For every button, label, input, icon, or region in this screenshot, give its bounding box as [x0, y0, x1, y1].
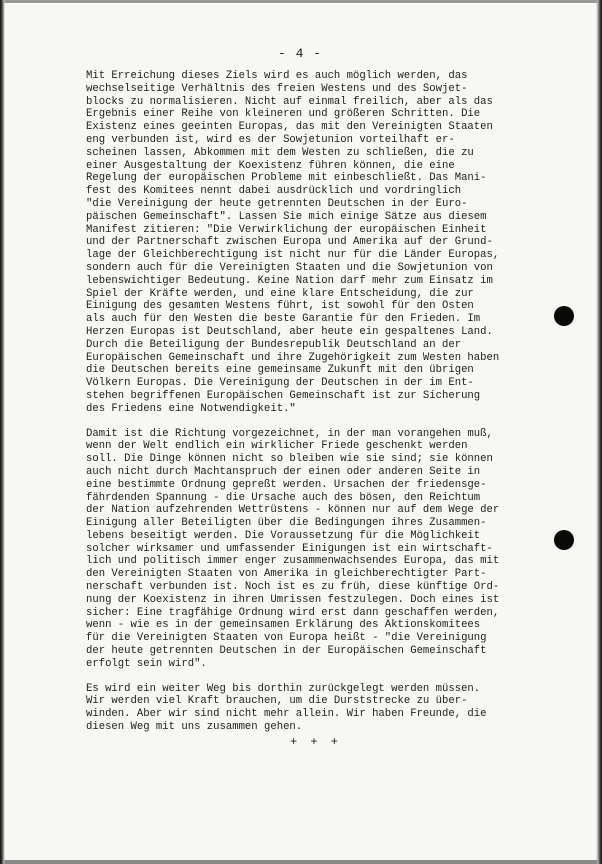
text-line: die Deutschen bereits eine gemeinsame Zukunft mit den übrigen — [86, 364, 474, 377]
text-line: Ergebnis einer Reihe von kleineren und größeren Schritten. Die — [86, 108, 481, 121]
end-mark: + + + — [290, 735, 342, 749]
text-line: soll. Die Dinge können nicht so bleiben wie sie sind; sie können — [86, 453, 493, 466]
text-line: als auch für den Westen die beste Garantie für den Frieden. Im — [86, 313, 481, 326]
text-line: lich und politisch immer enger zusammenwachsendes Europa, das mit — [86, 555, 500, 568]
text-line: für die Vereinigten Staaten von Europa heißt - "die Vereinigung — [86, 632, 487, 645]
scan-edge-left — [0, 0, 5, 864]
scan-edge-bottom — [0, 860, 602, 864]
text-line: und der Partnerschaft zwischen Europa und Amerika auf der Grund- — [86, 236, 493, 249]
text-line: Es wird ein weiter Weg bis dorthin zurückgelegt werden müssen. — [86, 682, 481, 695]
text-line: Einigung des gesamten Westens führt, ist sowohl für den Osten — [86, 300, 474, 313]
paragraph — [86, 70, 566, 416]
text-line: "die Vereinigung der heute getrennten Deutschen in der Euro- — [86, 197, 468, 210]
text-line: Völkern Europas. Die Vereinigung der Deutschen in der im Ent- — [86, 377, 474, 390]
text-line: wenn der Welt endlich ein wirklicher Friede geschenkt werden — [86, 440, 468, 453]
text-line: der heute getrennten Deutschen in der Europäischen Gemeinschaft — [86, 645, 487, 658]
text-line: blocks zu normalisieren. Nicht auf einmal freilich, aber als das — [86, 95, 493, 108]
scan-edge-top — [0, 0, 602, 3]
text-line: fährdenden Spannung - die Ursache auch des bösen, den Reichtum — [86, 491, 481, 504]
text-line: nerschaft verbunden ist. Noch ist es zu früh, diese künftige Ord- — [86, 581, 500, 594]
text-line: Damit ist die Richtung vorgezeichnet, in der man vorangehen muß, — [86, 427, 493, 440]
text-line: wechselseitige Verhältnis des freien Westens und des Sowjet- — [86, 82, 468, 95]
text-line: Herzen Europas ist Deutschland, aber heute ein gespaltenes Land. — [86, 325, 493, 338]
text-line: päischen Gemeinschaft". Lassen Sie mich einige Sätze aus diesem — [86, 210, 487, 223]
text-line: sondern auch für die Vereinigten Staaten und die Sowjetunion von — [86, 261, 493, 274]
text-line: Spiel der Kräfte werden, und eine klare Entscheidung, die zur — [86, 287, 474, 300]
text-line: erfolgt sein wird". — [86, 657, 207, 670]
page-number: - 4 - — [277, 46, 322, 61]
text-line: Einigung aller Beteiligten über die Bedingungen ihres Zusammen- — [86, 517, 487, 530]
text-line: Existenz eines geeinten Europas, das mit den Vereinigten Staaten — [86, 121, 493, 134]
text-line: scheinen lassen, Abkommen mit dem Westen zu schließen, die zu — [86, 146, 474, 159]
text-line: Regelung der europäischen Probleme mit einbeschließt. Das Mani- — [86, 172, 487, 185]
punch-hole — [554, 530, 574, 550]
paragraph — [86, 683, 566, 734]
text-line: stehen begriffenen Europäischen Gemeinschaft ist zur Sicherung — [86, 389, 481, 402]
text-line: Durch die Beteiligung der Bundesrepublik Deutschland an der — [86, 338, 462, 351]
scan-edge-right — [596, 0, 602, 864]
text-line: lebens beseitigt werden. Die Voraussetzung für die Möglichkeit — [86, 529, 481, 542]
text-line: der Nation aufzehrenden Wettrüstens - können nur auf dem Wege der — [86, 504, 500, 517]
text-line: wenn - wie es in der gemeinsamen Erklärung des Aktionskomitees — [86, 619, 481, 632]
text-line: des Friedens eine Notwendigkeit." — [86, 402, 296, 415]
text-line: Manifest zitieren: "Die Verwirklichung der europäischen Einheit — [86, 223, 487, 236]
text-line: diesen Weg mit uns zusammen gehen. — [86, 721, 303, 734]
paragraph — [86, 428, 566, 671]
body-text — [86, 70, 566, 746]
text-line: Mit Erreichung dieses Ziels wird es auch möglich werden, das — [86, 70, 468, 82]
text-line: lage der Gleichberechtigung ist nicht nur für die Länder Europas, — [86, 249, 500, 262]
text-line: Wir werden viel Kraft brauchen, um die Durststrecke zu über- — [86, 695, 468, 708]
text-line: eng verbunden ist, wird es der Sowjetunion vorteilhaft er- — [86, 133, 455, 146]
text-line: lebenswichtiger Bedeutung. Keine Nation darf mehr zum Einsatz im — [86, 274, 493, 287]
text-line: nung der Koexistenz in ihren Umrissen festzulegen. Doch eines ist — [86, 593, 500, 606]
text-line: solcher wirksamer und umfassender Einigungen ist ein wirtschaft- — [86, 542, 493, 555]
text-line: einer Ausgestaltung der Koexistenz führen können, die eine — [86, 159, 455, 172]
text-line: winden. Aber wir sind nicht mehr allein. Wir haben Freunde, die — [86, 708, 487, 721]
text-line: auch nicht durch Machtanspruch der einen oder anderen Seite in — [86, 465, 481, 478]
punch-hole — [554, 306, 574, 326]
text-line: Europäischen Gemeinschaft und ihre Zugehörigkeit zum Westen haben — [86, 351, 500, 364]
text-line: fest des Komitees nennt dabei ausdrücklich und vordringlich — [86, 185, 462, 198]
text-line: sicher: Eine tragfähige Ordnung wird erst dann geschaffen werden, — [86, 606, 500, 619]
text-line: den Vereinigten Staaten von Amerika in gleichberechtigter Part- — [86, 568, 487, 581]
text-line: eine bestimmte Ordnung gepreßt werden. Ursachen der friedensge- — [86, 478, 487, 491]
